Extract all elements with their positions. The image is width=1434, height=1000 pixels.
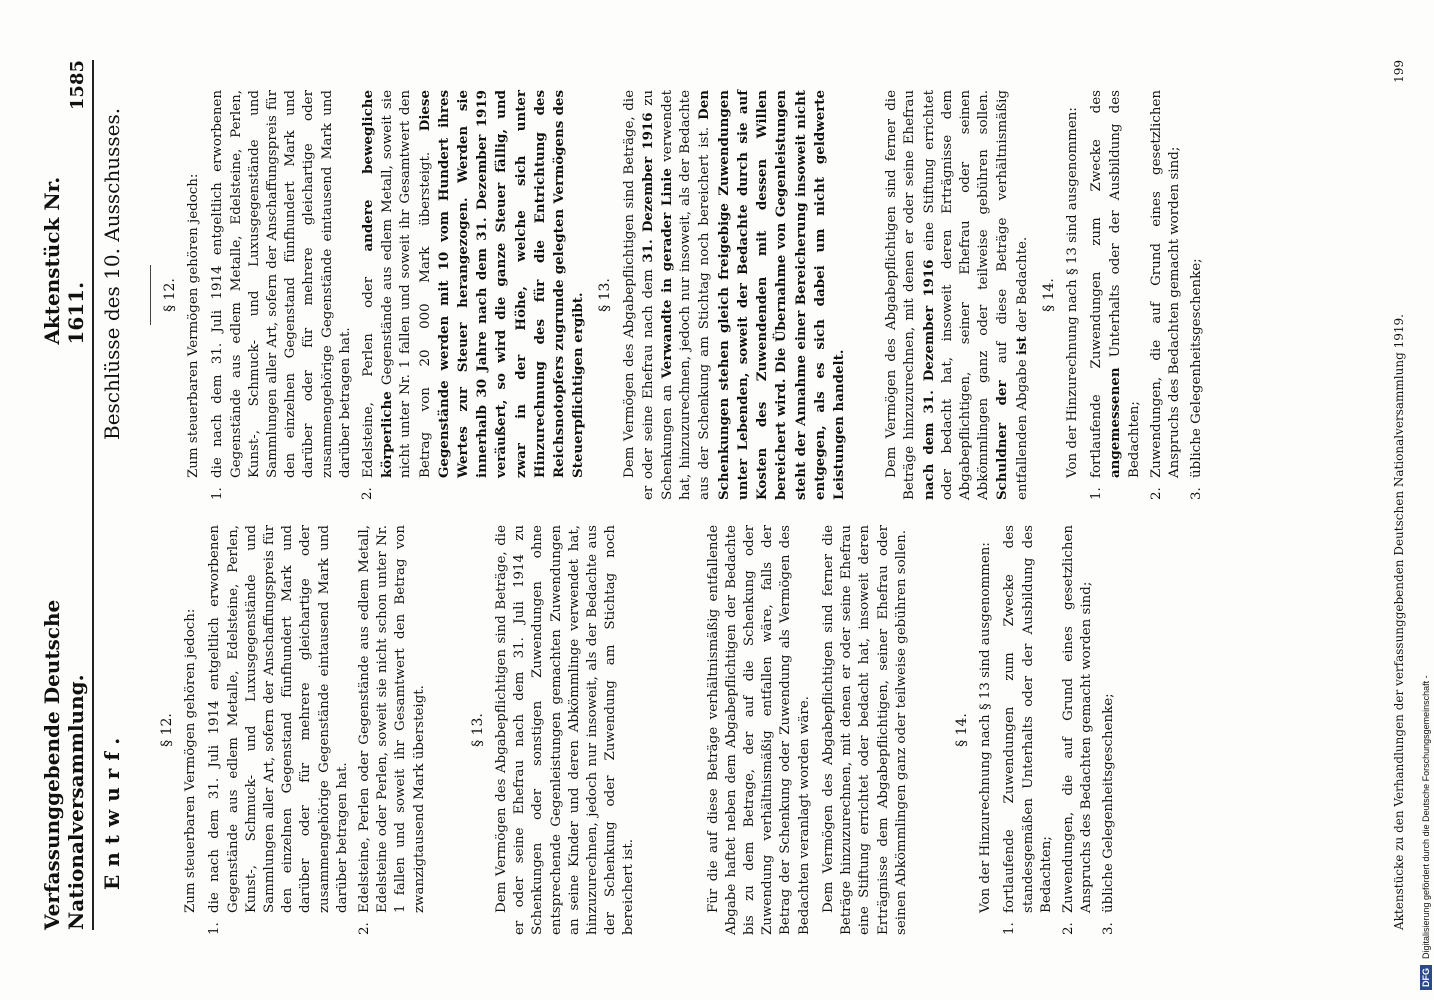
paragraph: Zum steuerbaren Vermögen gehören jedoch: bbox=[186, 173, 202, 478]
list-item bbox=[1001, 525, 1056, 935]
paragraph: Zum steuerbaren Vermögen gehören jedoch: bbox=[183, 608, 199, 913]
bold-text: Diese Gegenstände werden mit 10 vom Hundert ihres Wertes zur Steuer herangezogen. bbox=[416, 90, 472, 478]
list-text: übliche Gelegenheitsgeschenke; bbox=[1101, 693, 1117, 913]
list-number: 1. bbox=[210, 487, 226, 500]
text-run: fortlaufende Zuwendungen zum Zwecke des bbox=[1089, 90, 1105, 478]
list-number: 2. bbox=[1060, 922, 1076, 935]
bold-text: nach dem 31. Dezember 1916 bbox=[920, 259, 937, 500]
left-column-title: Entwurf. bbox=[100, 729, 124, 890]
list-item bbox=[1188, 90, 1206, 500]
text-run: der Bedachte. bbox=[1014, 236, 1030, 332]
paragraph bbox=[883, 90, 1032, 500]
list-text: übliche Gelegenheitsgeschenke; bbox=[1189, 258, 1205, 478]
text-run: Dem Vermögen des Abgabepflichtigen sind Beträge, die er oder seine Ehefrau nach dem bbox=[621, 90, 656, 500]
list-number: 1. bbox=[1002, 922, 1018, 935]
list-item bbox=[359, 90, 588, 500]
paragraph: Von der Hinzurechnung nach § 13 sind ausgenommen: bbox=[1064, 107, 1080, 478]
list-item bbox=[1060, 525, 1096, 935]
list-item bbox=[1148, 90, 1184, 500]
text-run: Dem Vermögen des Abgabepflichtigen sind ferner die Beträge hinzuzurechnen, mit denen er oder seine Ehefrau bbox=[884, 90, 918, 500]
footer-sheet-number: 199 bbox=[1392, 60, 1406, 83]
text-run: eine Stiftung errichtet oder bedacht hat, insoweit deren Erträgnisse dem Abgabepflichtigen, seiner Ehefrau oder seinen Abkömmlingen ganz oder teilweise gebühren sollen. bbox=[921, 90, 992, 500]
list-text: Zuwendungen, die auf Grund eines gesetzlichen Anspruchs des Bedachten gemacht worden sind; bbox=[1148, 90, 1182, 478]
text-run: Edelsteine, Perlen oder bbox=[361, 276, 377, 478]
list-number: 2. bbox=[360, 487, 376, 500]
header-left-title: Verfassunggebende Deutsche Nationalversammlung. bbox=[40, 599, 88, 930]
bold-text: Schuldner der bbox=[994, 380, 1011, 500]
list-number: 1. bbox=[207, 922, 223, 935]
page-header bbox=[40, 60, 94, 930]
list-number: 3. bbox=[1101, 922, 1117, 935]
paragraph: Von der Hinzurechnung nach § 13 sind ausgenommen: bbox=[978, 542, 994, 913]
section-heading: § 13. bbox=[597, 278, 614, 312]
list-number: 3. bbox=[1189, 487, 1205, 500]
section-heading: § 13. bbox=[469, 713, 486, 747]
section-heading: § 14. bbox=[953, 713, 970, 747]
paragraph bbox=[621, 90, 849, 500]
list-text: die nach dem 31. Juli 1914 entgeltlich erworbenen Gegenstände aus edlem Metalle, Edelsteine, Perlen, Kunst-, Schmuck- und Luxusgegenstände und Sammlungen aller Art, sofern der Anschaffungspreis für den einzelnen Gegenstand fünfhundert Mark und darüber oder für mehrere gleichartige oder zusammengehörige Gegenstände eintausend Mark und darüber betragen hat. bbox=[210, 90, 353, 478]
bold-text: 31. Dezember 1916 bbox=[639, 112, 656, 263]
text-run: auf diese Beträge verhältnismäßig entfallenden Abgabe bbox=[995, 90, 1030, 500]
bold-text: andere bewegliche körperliche bbox=[360, 90, 396, 478]
credit-text: Digitalisierung gefördert durch die Deutsche Forschungsgemeinschaft - bbox=[1421, 675, 1431, 959]
draft-column bbox=[150, 525, 1123, 935]
page-footer bbox=[1392, 60, 1406, 930]
bold-text: ist bbox=[1013, 336, 1030, 356]
list-text: Edelsteine, Perlen oder Gegenstände aus edlem Metall, Edelsteine oder Perlen, soweit sie nicht schon unter Nr. 1 fallen und soweit ihr Gesamtwert den Betrag von zwanzigtausend Mark übersteigt. bbox=[357, 525, 427, 913]
text-run: verwendet hat, hinzuzurechnen, jedoch nur insoweit, als der Bedachte aus der Schenkung am Stichtag noch bereichert ist. bbox=[660, 90, 713, 500]
list-text: die nach dem 31. Juli 1914 entgeltlich erworbenen Gegenstände aus edlem Metalle, Edelsteine, Perlen, Kunst-, Schmuck- und Luxusgegenstände und Sammlungen aller Art, sofern der Anschaffungspreis für den einzelnen Gegenstand fünfhundert Mark und darüber oder für mehrere gleichartige oder zusammengehörige Gegenstände eintausend Mark und darüber betragen hat. bbox=[207, 525, 350, 913]
list-text bbox=[359, 90, 588, 478]
dfg-logo: DFG bbox=[1420, 965, 1432, 990]
section-heading: § 12. bbox=[162, 278, 178, 312]
list-item bbox=[1088, 90, 1144, 500]
text-run: zu Schenkungen an bbox=[640, 90, 676, 500]
list-item bbox=[356, 525, 429, 935]
list-number: 2. bbox=[357, 922, 373, 935]
paragraph: Dem Vermögen des Abgabepflichtigen sind Beträge, die er oder seine Ehefrau nach dem 31. Juli 1914 zu Schenkungen oder sonstigen Zuwendungen ohne entsprechende Gegenleistungen gemachten Zuwendungen an seine Kinder und deren Abkömmlinge verwendet hat, hinzuzurechnen, jedoch nur insoweit, als der Bedachte aus der Schenkung oder Zuwendung am Stichtag noch bereichert ist. bbox=[494, 525, 637, 935]
list-number: 1. bbox=[1089, 487, 1105, 500]
list-item bbox=[1100, 525, 1118, 935]
list-text: fortlaufende Zuwendungen zum Zwecke des standesgemäßen Unterhalts oder der Ausbildung des Bedachten; bbox=[1002, 525, 1054, 913]
text-run: Unterhalts oder der Ausbildung des Bedachten; bbox=[1108, 90, 1142, 478]
right-column-title: Beschlüsse des 10. Ausschusses. bbox=[100, 107, 124, 440]
committee-column bbox=[150, 90, 1210, 500]
footer-text: Aktenstücke zu den Verhandlungen der verfassunggebenden Deutschen Nationalversammlung 1919. bbox=[1392, 314, 1406, 930]
paragraph: Für die auf diese Beträge verhältnismäßig entfallende Abgabe haftet neben dem Abgabepflichtigen der Bedachte bis zu dem Betrage, der auf die Schenkung oder Zuwendung verhältnismäßig entfallen wäre, falls der Betrag der Schenkung oder Zuwendung als Vermögen des Bedachten veranlagt worden wäre. bbox=[705, 525, 812, 935]
header-page-number: 1585 bbox=[67, 60, 88, 111]
bold-text: angemessenen bbox=[1107, 367, 1124, 478]
list-text bbox=[1088, 90, 1144, 478]
paragraph: Dem Vermögen des Abgabepflichtigen sind ferner die Beträge hinzuzurechnen, mit denen er oder seine Ehefrau eine Stiftung errichtet oder bedacht hat, insoweit deren Erträgnisse dem Abgabepflichtigen, seiner Ehefrau oder seinen Abkömmlingen ganz oder teilweise gebühren sollen. bbox=[820, 525, 909, 935]
bold-text: Den Schenkungen stehen gleich freigebige Zuwendungen unter Lebenden, soweit der Bedachte durch sie auf Kosten des Zuwendenden mit dessen Willen bereichert wird. Die Übernahme von Gegenleistungen steht der Annahme einer Bereicherung insoweit nicht entgegen, als es sich dabei um nicht geldwerte Leistungen handelt. bbox=[696, 90, 847, 500]
list-number: 2. bbox=[1148, 487, 1164, 500]
bold-text: Werden sie innerhalb 30 Jahre nach dem 31. Dezember 1919 veräußert, so wird die ganze Steuer fällig, und zwar in der Höhe, welche sich unter Hinzurechnung des für die Entrichtung des Reichsnotopfers zugrunde gelegten Vermögens des Steuerpflichtigen ergibt. bbox=[455, 89, 587, 478]
section-heading: § 12. bbox=[159, 713, 175, 747]
list-item bbox=[209, 90, 355, 500]
header-document-number: Aktenstück Nr. 1611. bbox=[40, 176, 88, 345]
section-heading: § 14. bbox=[1040, 278, 1057, 312]
text-run: Gegenstände aus edlem Metall, soweit sie nicht unter Nr. 1 fallen und soweit ihr Gesamtwert den Betrag von 20 000 Mark übersteigt. bbox=[380, 90, 433, 478]
digitization-credit bbox=[1420, 10, 1432, 990]
list-item bbox=[206, 525, 352, 935]
bold-text: Verwandte in gerader Linie bbox=[659, 168, 676, 379]
divider bbox=[150, 265, 151, 325]
list-text: Zuwendungen, die auf Grund eines gesetzlichen Anspruchs des Bedachten gemacht worden sind; bbox=[1060, 525, 1095, 913]
